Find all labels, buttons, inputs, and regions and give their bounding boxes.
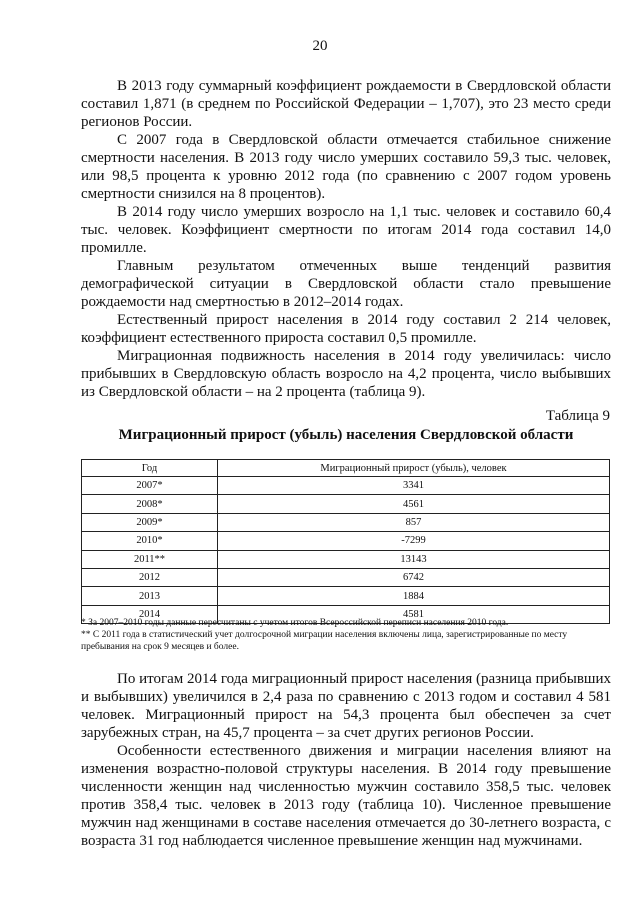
table-caption: Таблица 9 [545, 408, 610, 424]
cell-value: 1884 [218, 587, 610, 605]
cell-year: 2010* [82, 532, 218, 550]
cell-year: 2012 [82, 568, 218, 586]
header-year: Год [82, 460, 218, 477]
paragraph: Естественный прирост населения в 2014 году составил 2 214 человек, коэффициент естественного прироста составил 0,5 промилле. [81, 312, 611, 346]
paragraph: С 2007 года в Свердловской области отмечается стабильное снижение смертности населения. В 2013 году число умерших составило 59,3 тыс. человек, или 98,5 процента к уровню 2012 года (по сравнению с 2007 годом уровень смертности снизился на 8 процентов). [81, 132, 611, 202]
table-footnotes [81, 617, 611, 653]
cell-year: 2014 [82, 605, 218, 623]
cell-year: 2011** [82, 550, 218, 568]
paragraph: Миграционная подвижность населения в 2014 году увеличилась: число прибывших в Свердловскую область возросло на 4,2 процента, число выбывших из Свердловской области – на 2 процента (таблица 9). [81, 348, 611, 400]
migration-table [81, 459, 610, 624]
table-row [82, 568, 610, 586]
cell-year: 2013 [82, 587, 218, 605]
paragraph: Особенности естественного движения и миграции населения влияют на изменения возрастно-половой структуры населения. В 2014 году превышение численности женщин над численностью мужчин составило 358,5 тыс. человек против 358,4 тыс. человек в 2013 году (таблица 10). Численное превышение мужчин над женщинами в составе населения отмечается до 30-летнего возраста, с возраста 31 год наблюдается численное превышение женщин над мужчинами. [81, 743, 611, 849]
table-row [82, 532, 610, 550]
table-row [82, 477, 610, 495]
page-number: 20 [312, 38, 328, 54]
body-text-bottom [81, 670, 611, 850]
table-header-row [82, 460, 610, 477]
paragraph: По итогам 2014 года миграционный прирост населения (разница прибывших и выбывших) увеличился в 2,4 раза по сравнению с 2013 годом и составил 4 581 человек. Миграционный прирост на 54,3 процента был обеспечен за счет зарубежных стран, на 45,7 процента – за счет других регионов России. [81, 671, 611, 741]
table-title: Миграционный прирост (убыль) населения Свердловской области [118, 427, 574, 443]
body-text-top [81, 77, 611, 401]
table-row [82, 587, 610, 605]
cell-value: 3341 [218, 477, 610, 495]
cell-value: -7299 [218, 532, 610, 550]
table-row [82, 495, 610, 513]
cell-year: 2009* [82, 513, 218, 531]
paragraph: В 2014 году число умерших возросло на 1,1 тыс. человек и составило 60,4 тыс. человек. Коэффициент смертности по итогам 2014 года составил 14,0 промилле. [81, 204, 611, 256]
footnote: * За 2007–2010 годы данные пересчитаны с учетом итогов Всероссийской переписи населения 2010 года. [81, 618, 509, 628]
footnote: ** С 2011 года в статистический учет долгосрочной миграции населения включены лица, зарегистрированные по месту пребывания на срок 9 месяцев и более. [81, 630, 568, 652]
header-migration: Миграционный прирост (убыль), человек [218, 460, 610, 477]
cell-value: 4561 [218, 495, 610, 513]
cell-value: 6742 [218, 568, 610, 586]
table-row [82, 550, 610, 568]
cell-value: 857 [218, 513, 610, 531]
paragraph: Главным результатом отмеченных выше тенденций развития демографической ситуации в Свердловской области стало превышение рождаемости над смертностью в 2012–2014 годах. [81, 258, 611, 310]
cell-value: 4581 [218, 605, 610, 623]
cell-value: 13143 [218, 550, 610, 568]
cell-year: 2008* [82, 495, 218, 513]
table-row [82, 513, 610, 531]
cell-year: 2007* [82, 477, 218, 495]
paragraph: В 2013 году суммарный коэффициент рождаемости в Свердловской области составил 1,871 (в среднем по Российской Федерации – 1,707), это 23 место среди регионов России. [81, 78, 611, 130]
